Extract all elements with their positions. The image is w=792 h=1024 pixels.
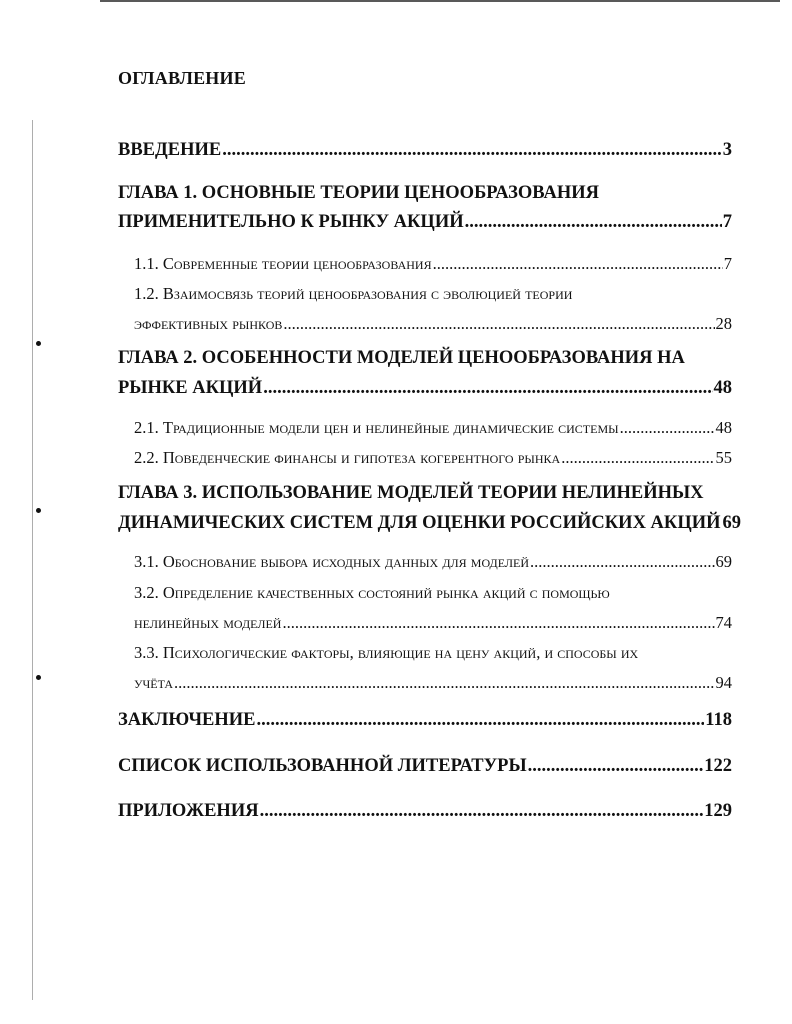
entry-label: учёта	[134, 673, 174, 692]
toc-entry-ch2[interactable]	[118, 378, 732, 399]
toc-entry-ch1-line1: ГЛАВА 1. ОСНОВНЫЕ ТЕОРИИ ЦЕНООБРАЗОВАНИЯ	[118, 183, 599, 203]
entry-label: ПРИМЕНИТЕЛЬНО К РЫНКУ АКЦИЙ	[118, 212, 464, 232]
dot-leader	[530, 552, 714, 572]
toc-entry-ch2-line1: ГЛАВА 2. ОСОБЕННОСТИ МОДЕЛЕЙ ЦЕНООБРАЗОВАНИЯ НА	[118, 348, 685, 368]
toc-entry-s12-line1: 1.2. Взаимосвязь теорий ценообразования с эволюцией теории	[134, 284, 573, 303]
page-title: ОГЛАВЛЕНИЕ	[118, 68, 246, 88]
dot-leader	[174, 673, 714, 693]
dot-leader	[465, 212, 722, 233]
scan-mark	[36, 508, 41, 513]
dot-leader	[561, 448, 714, 468]
scan-top-edge	[100, 0, 780, 2]
dot-leader	[620, 418, 715, 438]
entry-label: ДИНАМИЧЕСКИХ СИСТЕМ ДЛЯ ОЦЕНКИ РОССИЙСКИХ АКЦИЙ	[118, 513, 721, 533]
scan-mark	[36, 341, 41, 346]
toc-entry-s12[interactable]	[134, 314, 732, 334]
toc-entry-s11[interactable]	[134, 254, 732, 274]
entry-label: эффективных рынков	[134, 314, 283, 333]
entry-label: ПРИЛОЖЕНИЯ	[118, 801, 259, 821]
toc-entry-ch3-line1: ГЛАВА 3. ИСПОЛЬЗОВАНИЕ МОДЕЛЕЙ ТЕОРИИ НЕЛИНЕЙНЫХ	[118, 483, 704, 503]
toc-entry-s21[interactable]	[134, 418, 732, 438]
scan-left-edge	[32, 120, 33, 1000]
entry-page: 74	[715, 613, 732, 632]
toc-entry-conclusion[interactable]	[118, 710, 732, 731]
entry-page: 48	[713, 378, 732, 398]
entry-page: 69	[722, 513, 741, 533]
entry-label: РЫНКЕ АКЦИЙ	[118, 378, 263, 398]
toc-entry-s33[interactable]	[134, 673, 732, 693]
dot-leader	[282, 613, 714, 633]
entry-label: 3.1. Обоснование выбора исходных данных для моделей	[134, 552, 530, 571]
toc-entry-ch3[interactable]	[118, 513, 741, 534]
entry-label: СПИСОК ИСПОЛЬЗОВАННОЙ ЛИТЕРАТУРЫ	[118, 756, 527, 776]
entry-label: ЗАКЛЮЧЕНИЕ	[118, 710, 256, 730]
entry-page: 118	[705, 710, 732, 730]
dot-leader	[257, 710, 705, 731]
entry-page: 55	[715, 448, 732, 467]
toc-entry-ch1[interactable]	[118, 212, 732, 233]
entry-label: 2.2. Поведенческие финансы и гипотеза когерентного рынка	[134, 448, 561, 467]
entry-label: нелинейных моделей	[134, 613, 282, 632]
entry-label: 2.1. Традиционные модели цен и нелинейные динамические системы	[134, 418, 619, 437]
toc-entry-s32[interactable]	[134, 613, 732, 633]
dot-leader	[263, 378, 712, 399]
entry-page: 3	[722, 140, 732, 160]
dot-leader	[433, 254, 723, 274]
entry-page: 69	[715, 552, 732, 571]
entry-page: 94	[715, 673, 732, 692]
toc-entry-literature[interactable]	[118, 756, 732, 777]
entry-label: ВВЕДЕНИЕ	[118, 140, 222, 160]
toc-entry-s32-line1: 3.2. Определение качественных состояний рынка акций с помощью	[134, 583, 610, 602]
toc-entry-appendix[interactable]	[118, 801, 732, 822]
dot-leader	[260, 801, 704, 822]
toc-entry-s31[interactable]	[134, 552, 732, 572]
entry-page: 129	[704, 801, 732, 821]
entry-page: 7	[722, 212, 732, 232]
toc-entry-intro[interactable]	[118, 140, 732, 161]
scan-mark	[36, 675, 41, 680]
dot-leader	[222, 140, 722, 161]
dot-leader	[528, 756, 704, 777]
entry-page: 28	[715, 314, 732, 333]
entry-page: 48	[715, 418, 732, 437]
toc-entry-s33-line1: 3.3. Психологические факторы, влияющие на цену акций, и способы их	[134, 643, 639, 662]
toc-entry-s22[interactable]	[134, 448, 732, 468]
dot-leader	[283, 314, 714, 334]
entry-page: 122	[704, 756, 732, 776]
entry-label: 1.1. Современные теории ценообразования	[134, 254, 432, 273]
entry-page: 7	[723, 254, 732, 273]
